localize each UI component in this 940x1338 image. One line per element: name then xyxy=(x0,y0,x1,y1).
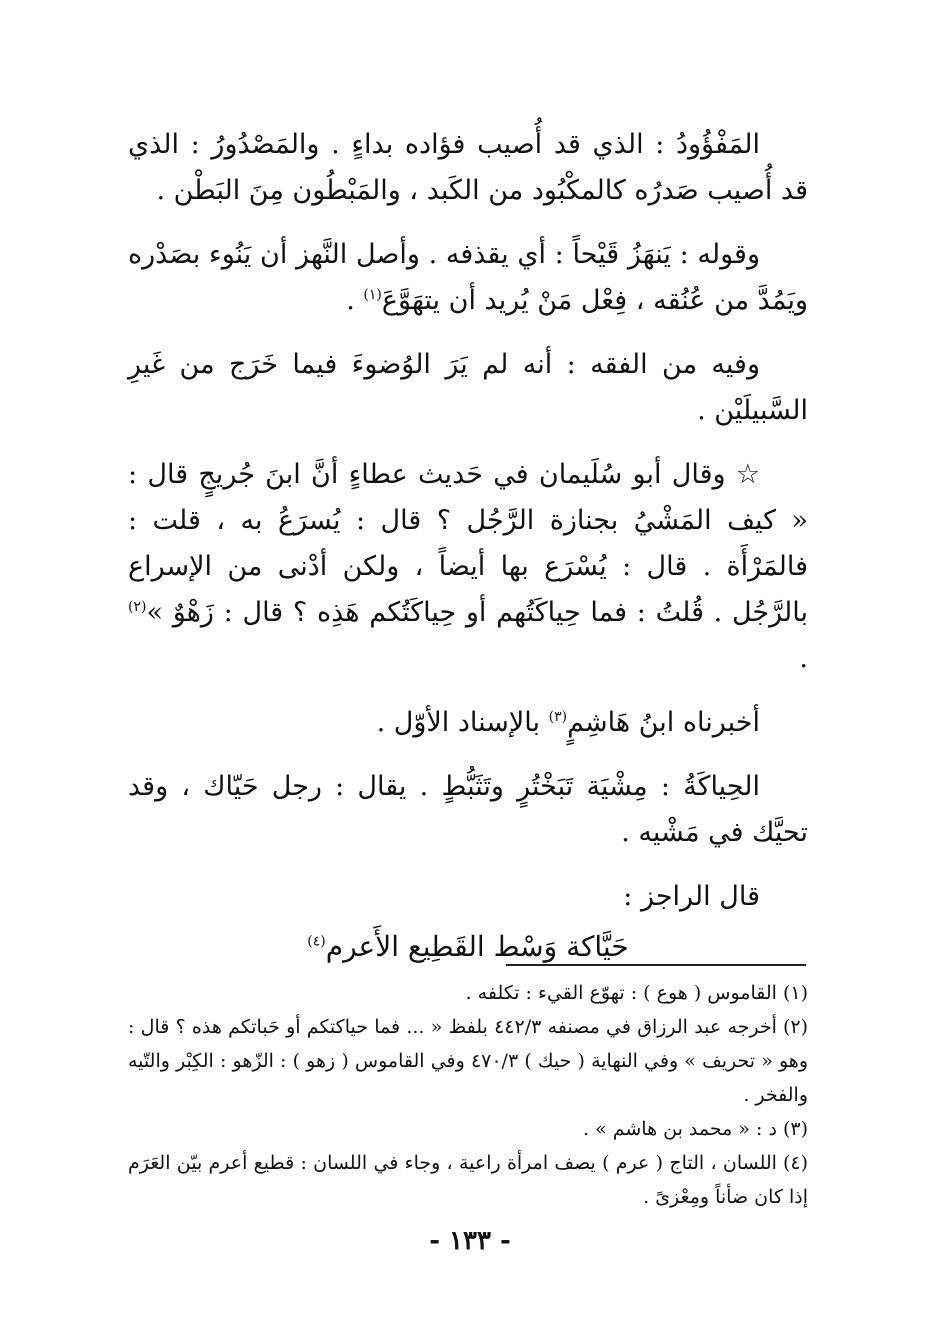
verse-label: قال الراجز : xyxy=(623,881,760,912)
paragraph-4 xyxy=(128,452,808,682)
footnote-4-text: اللسان ، التاج ( عرم ) يصف امرأة راعية ، وجاء في اللسان : قطيع أعرم بيّن العَرَم إذا كان ضأناً ومِعْزىً . xyxy=(128,1152,808,1208)
paragraph-2 xyxy=(128,232,808,324)
footnotes xyxy=(128,976,808,1214)
footnote-1-text: القاموس ( هوع ) : تهوّع القيء : تكلفه . xyxy=(465,982,777,1004)
paragraph-2-tail: . xyxy=(346,285,364,316)
footnote-3-number: (٣) xyxy=(782,1118,808,1140)
footnote-divider xyxy=(506,964,806,966)
paragraph-4-tail: . xyxy=(799,643,808,674)
paragraph-5 xyxy=(128,700,808,746)
verse-text: حَيَّاكة وَسْط القَطِيع الأَعرم xyxy=(325,930,629,963)
footnote-2 xyxy=(128,1010,808,1112)
footnote-ref-4: (٤) xyxy=(307,933,326,950)
footnote-ref-3: (٣) xyxy=(548,709,568,725)
footnote-1 xyxy=(128,976,808,1010)
footnote-ref-2: (٢) xyxy=(128,599,147,615)
main-text xyxy=(128,122,808,970)
footnote-4 xyxy=(128,1146,808,1214)
page-number: - ١٣٣ - xyxy=(429,1226,511,1256)
paragraph-6-text: الحِياكَةُ : مِشْيَة تَبَخْتُرٍ وتَثَبُّطٍ . يقال : رجل حَيّاك ، وقد تحيَّك في مَشْيه . xyxy=(128,771,808,848)
paragraph-1-text: المَفْؤُودُ : الذي قد أُصيب فؤاده بداءٍ . والمَصْدُورُ : الذي قد أُصيب صَدرُه كالمكْبُود من الكَبد ، والمَبْطُون مِنَ البَطْن . xyxy=(128,129,808,206)
paragraph-6 xyxy=(128,764,808,856)
paragraph-2-text: وقوله : يَنهَزُ قَيْحاً : أي يقذفه . وأصل النَّهز أن يَنُوء بصَدْره ويَمُدَّ من عُنُقه ، فِعْل مَنْ يُريد أن يتهَوَّعَ xyxy=(128,239,808,316)
footnote-ref-1: (١) xyxy=(363,287,382,303)
paragraph-5-text: أخبرناه ابنُ هَاشِمٍ xyxy=(567,707,760,738)
paragraph-3 xyxy=(128,342,808,434)
footnote-2-number: (٢) xyxy=(782,1016,809,1038)
footnote-2-text: أخرجه عبد الرزاق في مصنفه ٤٤٢/٣ بلفظ « ... فما حياكتكم أو حَباتكم هذه ؟ قال : وهو « تحريف » وفي النهاية ( حيك ) ٤٧٠/٣ وفي القاموس ( زهو ) : الزّهو : الكِبْر والتّيه والفخر . xyxy=(128,1016,808,1106)
paragraph-1 xyxy=(128,122,808,214)
paragraph-4-text: ☆ وقال أبو سُلَيمان في حَديث عطاءٍ أنَّ ابنَ جُريجٍ قال : « كيف المَشْيُ بجنازة الرَّجُل ؟ قال : يُسرَعُ به ، قلت : فالمَرْأَة . قال : يُسْرَع بها أيضاً ، ولكن أدْنى من الإسراع بالرَّجُل . قُلتُ : فما حِياكَتُهم أو حِياكَتُكم هَذِه ؟ قال : زَهْوٌ » xyxy=(128,459,808,628)
paragraph-3-text: وفيه من الفقه : أنه لم يَرَ الوُضوءَ فيما خَرَج من غَيرِ السَّبيلَيْن . xyxy=(128,349,808,426)
footnote-3 xyxy=(128,1112,808,1146)
footnote-1-number: (١) xyxy=(782,982,808,1004)
footnote-3-text: د : « محمد بن هاشم » . xyxy=(582,1118,777,1140)
footnote-4-number: (٤) xyxy=(782,1152,808,1174)
paragraph-5-tail: بالإسناد الأوّل . xyxy=(376,707,549,738)
